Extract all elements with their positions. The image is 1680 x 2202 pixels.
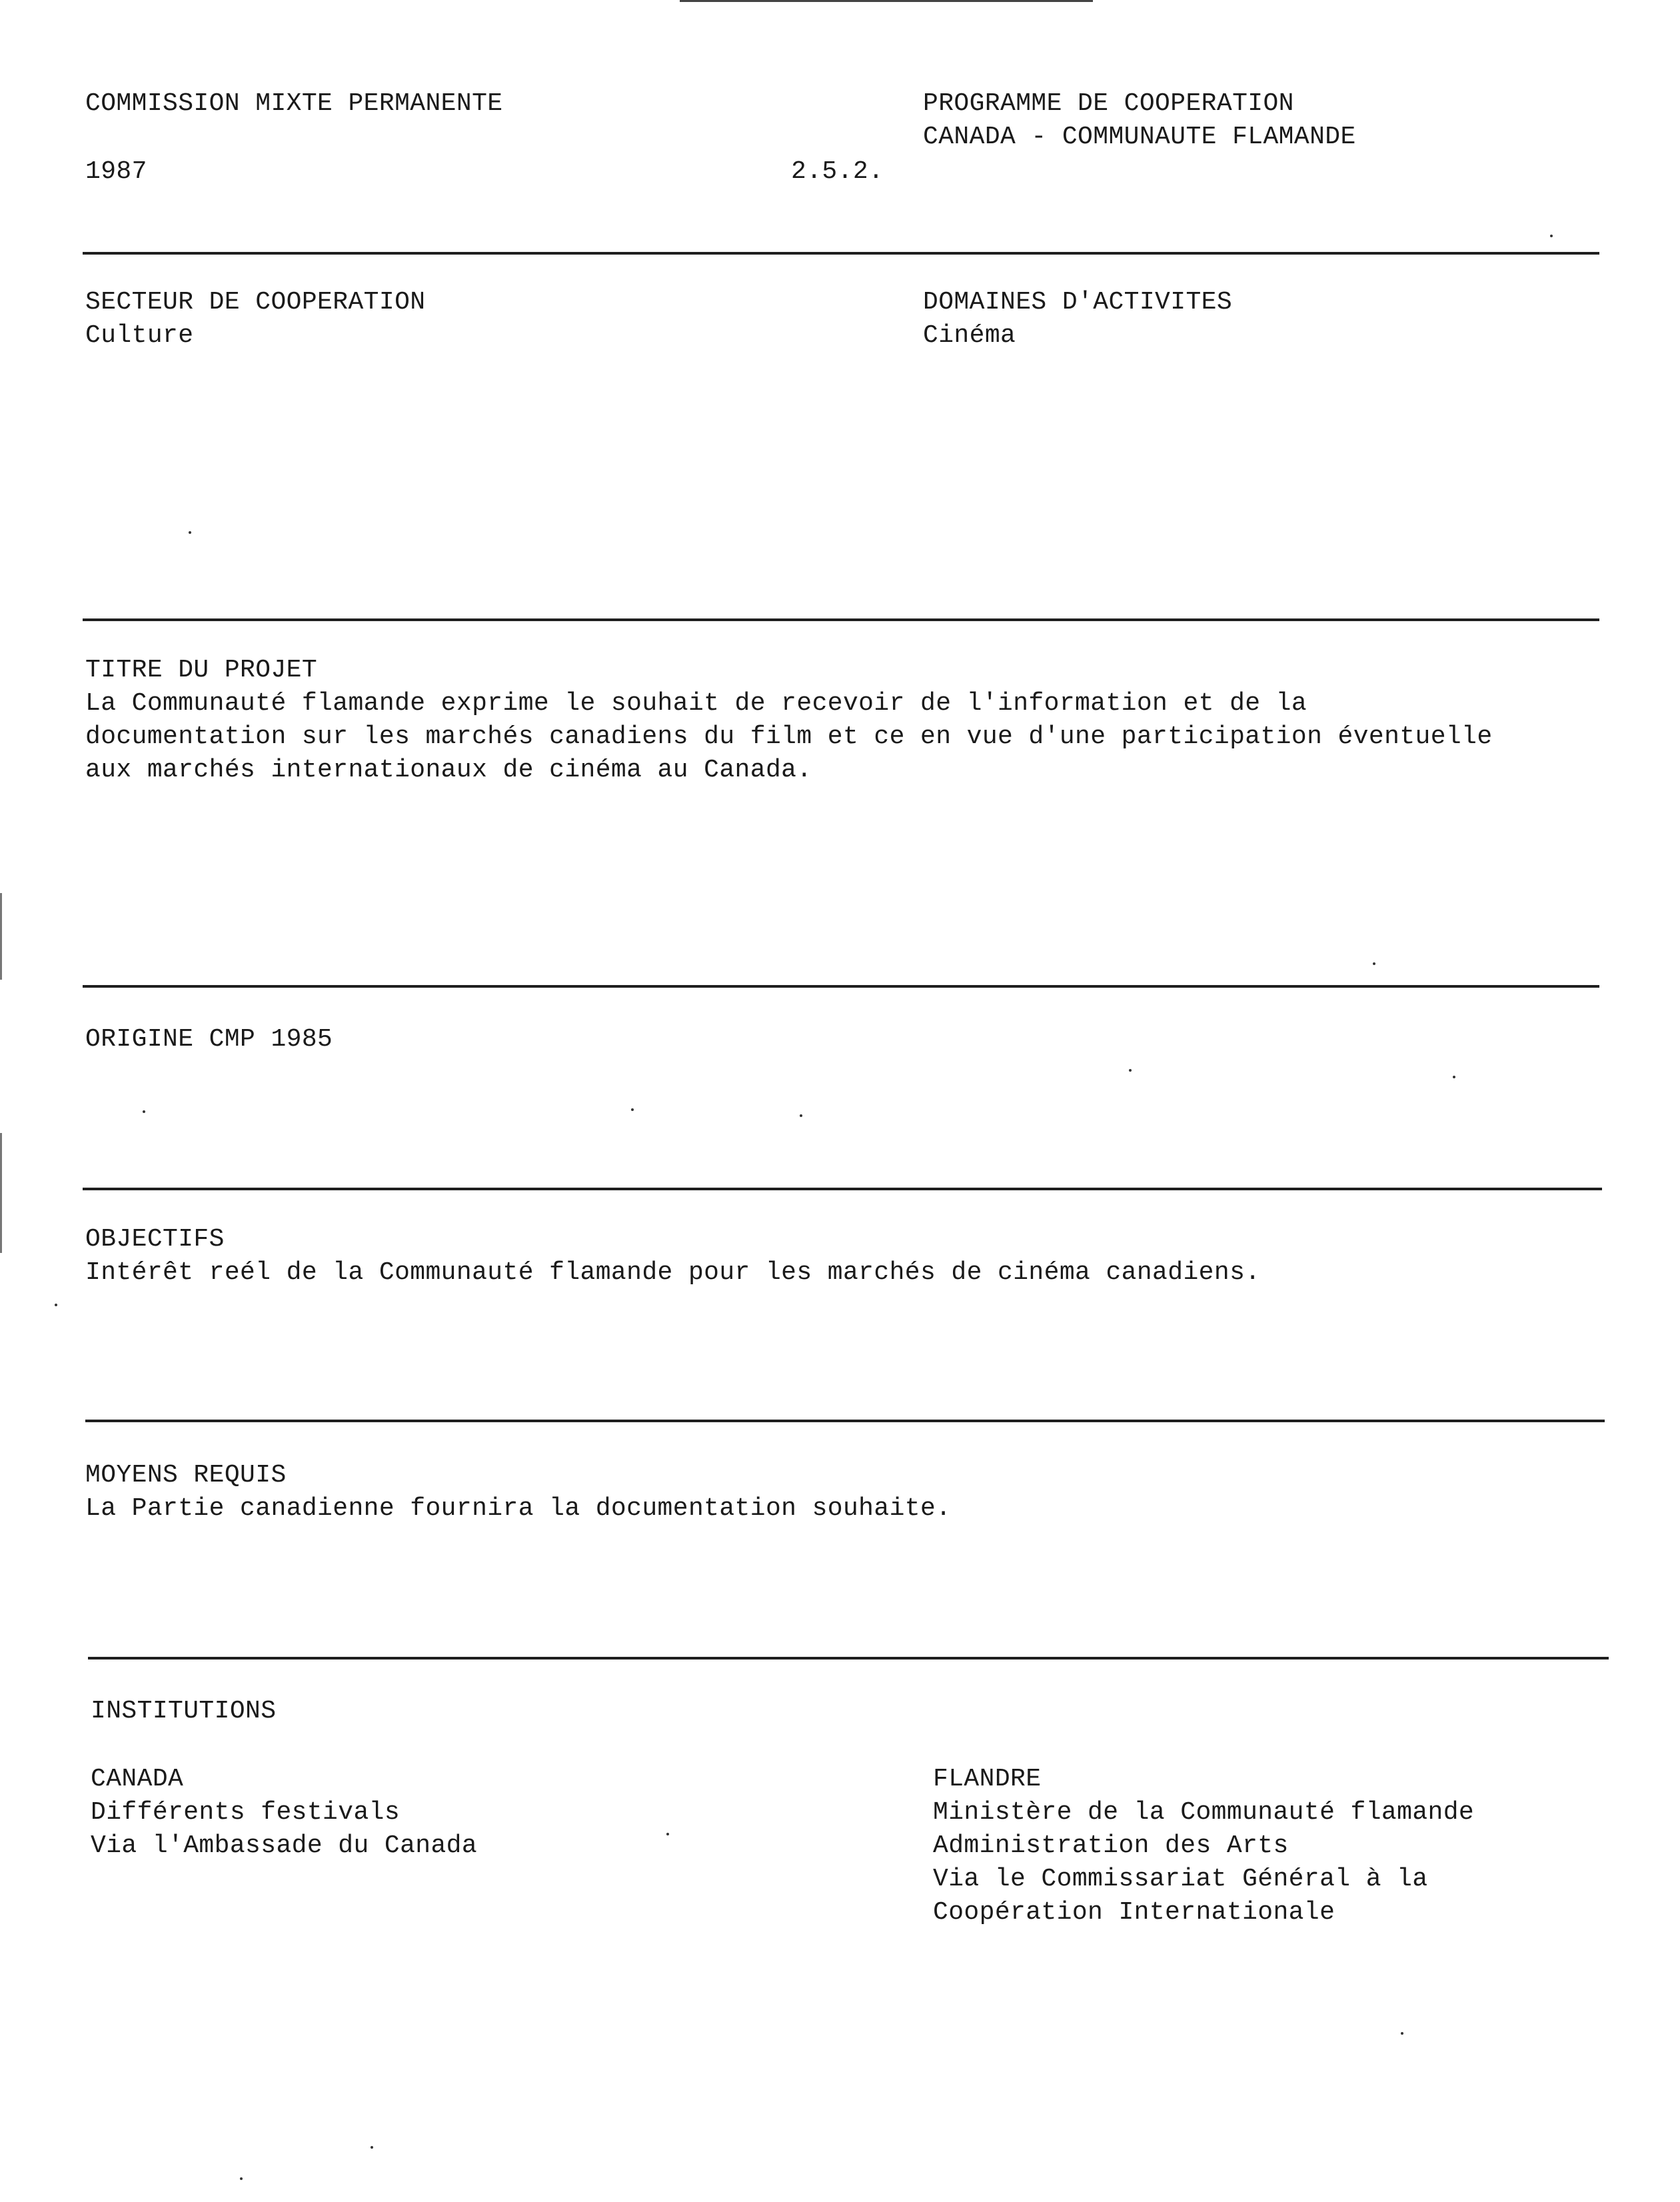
scan-edge-mark bbox=[0, 1133, 2, 1253]
section-divider bbox=[83, 985, 1599, 988]
origine-label: ORIGINE CMP 1985 bbox=[85, 1025, 333, 1054]
section-divider bbox=[83, 1188, 1602, 1190]
canada-line: Via l'Ambassade du Canada bbox=[91, 1831, 478, 1860]
moyens-value: La Partie canadienne fournira la documentation souhaite. bbox=[85, 1494, 952, 1523]
section-divider bbox=[88, 1657, 1609, 1659]
flandre-label: FLANDRE bbox=[933, 1765, 1042, 1793]
flandre-line: Administration des Arts bbox=[933, 1831, 1289, 1860]
document-year: 1987 bbox=[85, 157, 147, 186]
scan-speck bbox=[371, 2146, 373, 2149]
objectifs-value: Intérêt reél de la Communauté flamande pour les marchés de cinéma canadiens. bbox=[85, 1258, 1261, 1287]
flandre-line: Ministère de la Communauté flamande bbox=[933, 1798, 1475, 1827]
programme-line-1: PROGRAMME DE COOPERATION bbox=[923, 89, 1294, 118]
programme-line-2: CANADA - COMMUNAUTE FLAMANDE bbox=[923, 123, 1356, 151]
scan-top-line bbox=[680, 0, 1093, 2]
titre-line: La Communauté flamande exprime le souhait de recevoir de l'information et de la bbox=[85, 689, 1307, 718]
scan-speck bbox=[1373, 962, 1375, 965]
flandre-line: Coopération Internationale bbox=[933, 1898, 1335, 1927]
scan-edge-mark bbox=[0, 893, 2, 980]
scan-speck bbox=[1453, 1076, 1455, 1078]
scan-speck bbox=[1129, 1069, 1132, 1072]
titre-line: aux marchés internationaux de cinéma au Canada. bbox=[85, 756, 812, 784]
canada-label: CANADA bbox=[91, 1765, 184, 1793]
scan-speck bbox=[143, 1110, 145, 1113]
titre-label: TITRE DU PROJET bbox=[85, 656, 318, 684]
section-divider bbox=[83, 618, 1599, 621]
scan-speck bbox=[240, 2177, 243, 2180]
section-divider bbox=[83, 252, 1599, 255]
flandre-line: Via le Commissariat Général à la bbox=[933, 1865, 1428, 1893]
domaines-value: Cinéma bbox=[923, 321, 1016, 350]
moyens-label: MOYENS REQUIS bbox=[85, 1461, 287, 1490]
section-divider bbox=[85, 1420, 1605, 1422]
titre-line: documentation sur les marchés canadiens du film et ce en vue d'une participation éventuelle bbox=[85, 722, 1493, 751]
scan-speck bbox=[1401, 2032, 1403, 2035]
commission-title: COMMISSION MIXTE PERMANENTE bbox=[85, 89, 503, 118]
scan-speck bbox=[189, 531, 191, 534]
secteur-label: SECTEUR DE COOPERATION bbox=[85, 288, 426, 317]
scan-speck bbox=[631, 1108, 634, 1111]
scan-speck bbox=[800, 1114, 802, 1117]
scan-speck bbox=[666, 1833, 669, 1835]
secteur-value: Culture bbox=[85, 321, 194, 350]
canada-line: Différents festivals bbox=[91, 1798, 401, 1827]
document-reference: 2.5.2. bbox=[791, 157, 884, 186]
institutions-label: INSTITUTIONS bbox=[91, 1697, 277, 1725]
objectifs-label: OBJECTIFS bbox=[85, 1225, 225, 1254]
scan-speck bbox=[55, 1304, 57, 1306]
domaines-label: DOMAINES D'ACTIVITES bbox=[923, 288, 1233, 317]
scan-speck bbox=[1550, 235, 1553, 237]
